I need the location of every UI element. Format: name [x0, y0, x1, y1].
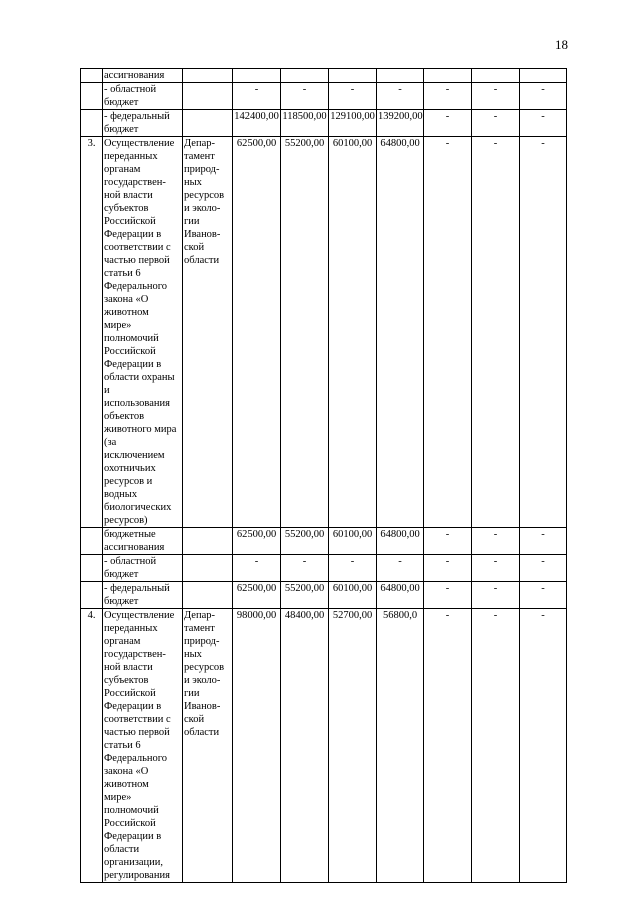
- value-cell: 48400,00: [281, 609, 329, 883]
- value-cell: -: [424, 555, 472, 582]
- executor-cell: [183, 528, 233, 555]
- value-cell: -: [520, 582, 567, 609]
- value-cell: -: [424, 137, 472, 528]
- value-cell: 55200,00: [281, 528, 329, 555]
- value-cell: 62500,00: [233, 528, 281, 555]
- item-cell: ассигнования: [103, 69, 183, 83]
- value-cell: -: [424, 83, 472, 110]
- value-cell: -: [424, 110, 472, 137]
- value-cell: -: [520, 137, 567, 528]
- table-row: [81, 69, 567, 83]
- executor-cell: [183, 582, 233, 609]
- item-cell: - федеральный бюджет: [103, 110, 183, 137]
- value-cell: 98000,00: [233, 609, 281, 883]
- value-cell: 55200,00: [281, 582, 329, 609]
- page-number: 18: [555, 37, 568, 52]
- value-cell: 56800,0: [377, 609, 424, 883]
- value-cell: -: [520, 528, 567, 555]
- value-cell: 64800,00: [377, 528, 424, 555]
- item-cell: - областной бюджет: [103, 555, 183, 582]
- value-cell: -: [472, 110, 520, 137]
- value-cell: -: [424, 582, 472, 609]
- row-number-cell: [81, 83, 103, 110]
- value-cell: [520, 69, 567, 83]
- table-row: [81, 609, 567, 883]
- value-cell: 139200,00: [377, 110, 424, 137]
- executor-cell: [183, 69, 233, 83]
- executor-cell: [183, 555, 233, 582]
- budget-table: [80, 68, 567, 883]
- value-cell: [424, 69, 472, 83]
- value-cell: 60100,00: [329, 137, 377, 528]
- row-number-cell: 3.: [81, 137, 103, 528]
- item-cell: Осуществление переданных органам государствен- ной власти субъектов Российской Федерации в соответствии с частью первой статьи 6 Федерального закона «О животном мире» полномочий Российской Федерации в области организации, регулирования: [103, 609, 183, 883]
- table-row: [81, 582, 567, 609]
- value-cell: -: [520, 555, 567, 582]
- value-cell: 55200,00: [281, 137, 329, 528]
- value-cell: [281, 69, 329, 83]
- value-cell: -: [520, 83, 567, 110]
- value-cell: -: [424, 528, 472, 555]
- item-cell: бюджетные ассигнования: [103, 528, 183, 555]
- value-cell: -: [329, 555, 377, 582]
- row-number-cell: [81, 110, 103, 137]
- value-cell: 142400,00: [233, 110, 281, 137]
- value-cell: -: [520, 110, 567, 137]
- item-cell: - областной бюджет: [103, 83, 183, 110]
- value-cell: [233, 69, 281, 83]
- value-cell: -: [424, 609, 472, 883]
- item-cell: Осуществление переданных органам государствен- ной власти субъектов Российской Федерации в соответствии с частью первой статьи 6 Федерального закона «О животном мире» полномочий Российской Федерации в области охраны и использования объектов животного мира (за исключением охотничьих ресурсов и водных биологических ресурсов): [103, 137, 183, 528]
- table-row: [81, 110, 567, 137]
- value-cell: 129100,00: [329, 110, 377, 137]
- row-number-cell: 4.: [81, 609, 103, 883]
- value-cell: 118500,00: [281, 110, 329, 137]
- table-row: [81, 555, 567, 582]
- value-cell: 64800,00: [377, 137, 424, 528]
- value-cell: -: [233, 83, 281, 110]
- row-number-cell: [81, 582, 103, 609]
- value-cell: -: [472, 609, 520, 883]
- value-cell: [472, 69, 520, 83]
- value-cell: -: [472, 528, 520, 555]
- value-cell: -: [472, 83, 520, 110]
- value-cell: -: [377, 83, 424, 110]
- value-cell: [329, 69, 377, 83]
- value-cell: 52700,00: [329, 609, 377, 883]
- table-row: [81, 83, 567, 110]
- value-cell: -: [472, 582, 520, 609]
- row-number-cell: [81, 528, 103, 555]
- executor-cell: [183, 110, 233, 137]
- value-cell: 62500,00: [233, 137, 281, 528]
- executor-cell: [183, 83, 233, 110]
- value-cell: 64800,00: [377, 582, 424, 609]
- value-cell: -: [377, 555, 424, 582]
- executor-cell: Депар- тамент природ- ных ресурсов и эколо- гии Иванов- ской области: [183, 137, 233, 528]
- value-cell: -: [520, 609, 567, 883]
- table-row: [81, 528, 567, 555]
- value-cell: 60100,00: [329, 528, 377, 555]
- value-cell: -: [329, 83, 377, 110]
- row-number-cell: [81, 555, 103, 582]
- table-row: [81, 137, 567, 528]
- row-number-cell: [81, 69, 103, 83]
- executor-cell: Депар- тамент природ- ных ресурсов и эколо- гии Иванов- ской области: [183, 609, 233, 883]
- value-cell: -: [281, 555, 329, 582]
- value-cell: 60100,00: [329, 582, 377, 609]
- value-cell: -: [233, 555, 281, 582]
- value-cell: 62500,00: [233, 582, 281, 609]
- value-cell: -: [472, 137, 520, 528]
- value-cell: [377, 69, 424, 83]
- value-cell: -: [472, 555, 520, 582]
- value-cell: -: [281, 83, 329, 110]
- item-cell: - федеральный бюджет: [103, 582, 183, 609]
